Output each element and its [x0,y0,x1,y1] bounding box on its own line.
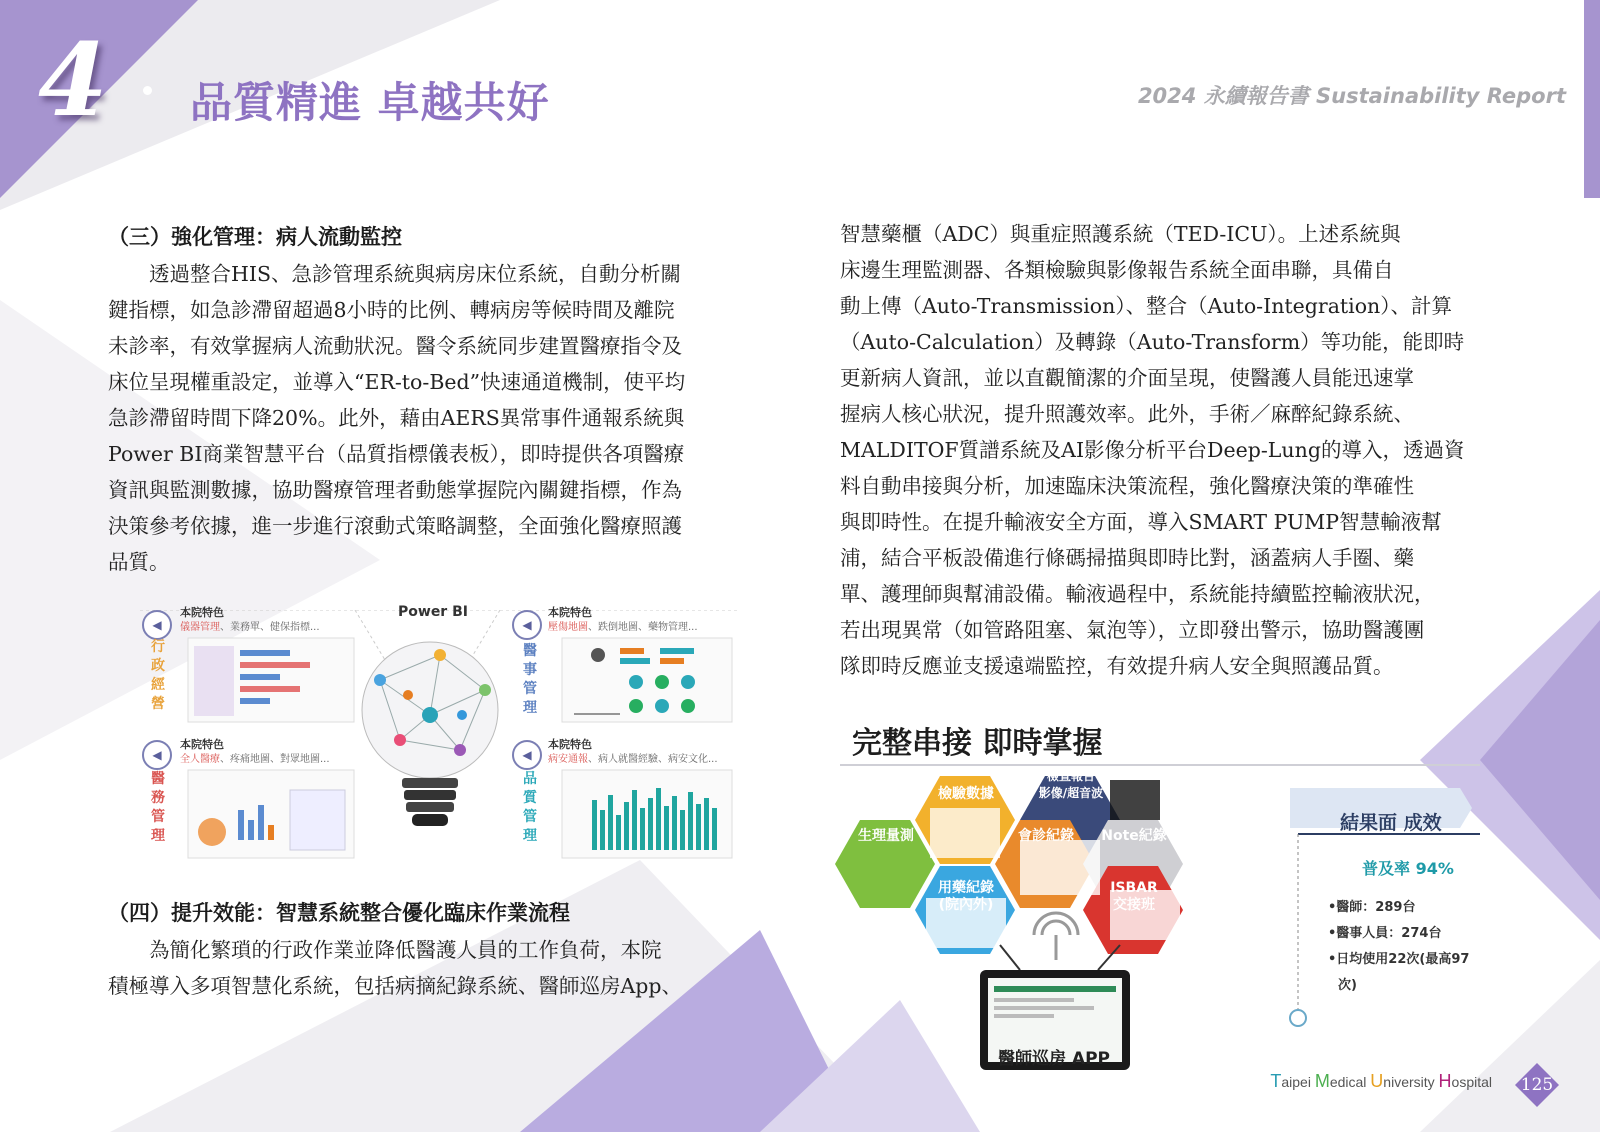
hex-label: 生理量測 [858,828,914,844]
megaphone-icon: ◀ [142,610,172,640]
logo-text: edical [1329,1074,1371,1090]
section3-body [108,256,760,580]
text-line: 決策參考依據，進一步進行滾動式策略調整，全面強化醫療照護 [108,514,682,538]
lightbulb-icon [362,642,498,826]
text-line: 智慧藥櫃（ADC）與重症照護系統（TED-ICU）。上述系統與 [840,222,1401,246]
panel-highlight: 儀器管理 [180,622,220,633]
page-number: 125 [1520,1075,1554,1095]
text-line: 更新病人資訊，並以直觀簡潔的介面呈現，使醫護人員能迅速掌 [840,366,1414,390]
hospital-name [1270,1071,1492,1092]
stat-line: •醫師：289台 [1328,900,1416,915]
text-line: 單、護理師與幫浦設備。輸液過程中，系統能持續監控輸液狀況， [840,582,1435,606]
integration-figure-title: 完整串接 即時掌握 [852,726,1103,761]
stat-line: •日均使用22次(最高97 [1328,952,1470,967]
text-line: 透過整合HIS、急診管理系統與病房床位系統，自動分析關 [108,262,682,286]
result-heading: 結果面 成效 [1340,812,1442,834]
hex-label: ISBAR 交接班 [1110,880,1158,913]
megaphone-icon: ◀ [512,740,542,770]
panel-subtitle [548,618,698,633]
hex-label: Note紀錄 [1101,828,1167,844]
panel-highlight: 病安通報 [548,754,588,765]
wireless-icon [1034,913,1078,960]
text-line: 隊即時反應並支援遠端監控，有效提升病人安全與照護品質。 [840,654,1394,678]
hex-label: 檢查報告 影像/超音波 [1038,769,1104,800]
text-line: 急診滯留時間下降20%。此外，藉由AERS異常事件通報系統與 [108,406,685,430]
logo-letter: U [1370,1071,1384,1091]
hex-label: 用藥紀錄 (院內外) [938,880,994,913]
panel-rest: 、業務單、健保指標... [220,622,320,633]
logo-text: aipei [1281,1074,1315,1090]
powerbi-figure [140,604,740,872]
text-line: 為簡化繁瑣的行政作業並降低醫護人員的工作負荷，本院 [108,938,662,962]
right-column-body [840,216,1496,684]
panel-rest: 、疼痛地圖、對眾地圖... [220,754,330,765]
text-line: 床邊生理監測器、各類檢驗與影像報告系統全面串聯，具備自 [840,258,1394,282]
text-line: 品質。 [108,550,170,574]
panel-title: 本院特色 [548,738,592,751]
panel-subtitle [180,750,330,765]
text-line: 未診率，有效掌握病人流動狀況。醫令系統同步建置醫療指令及 [108,334,682,358]
text-line: 浦，結合平板設備進行條碼掃描與即時比對，涵蓋病人手圈、藥 [840,546,1414,570]
panel-subtitle [180,618,320,633]
text-line: 與即時性。在提升輸液安全方面，導入SMART PUMP智慧輸液幫 [840,510,1442,534]
text-line: 資訊與監測數據，協助醫療管理者動態掌握院內關鍵指標，作為 [108,478,682,502]
logo-letter: M [1314,1071,1330,1091]
text-line: 積極導入多項智慧化系統，包括病摘紀錄系統、醫師巡房App、 [108,974,683,998]
panel-chart-admin [188,638,354,722]
text-line: Power BI商業智慧平台（品質指標儀表板），即時提供各項醫療 [108,442,685,466]
panel-rest: 、病人就醫經驗、病安文化... [588,754,718,765]
stat-line: 次) [1338,978,1357,993]
stethoscope-icon [1290,1010,1306,1026]
megaphone-icon: ◀ [512,610,542,640]
panel-title: 本院特色 [180,606,224,619]
panel-chart-quality [562,770,732,858]
stat-line: •醫事人員：274台 [1328,926,1442,941]
text-line: 握病人核心狀況，提升照護效率。此外，手術／麻醉紀錄系統、 [840,402,1414,426]
chapter-dot [143,86,152,95]
text-line: 鍵指標，如急診滯留超過8小時的比例、轉病房等候時間及離院 [108,298,675,322]
hex-label: 會診紀錄 [1018,828,1074,844]
text-line: MALDITOF質譜系統及AI影像分析平台Deep-Lung的導入，透過資 [840,438,1465,462]
right-edge-bar [1584,0,1600,198]
section4-body [108,932,760,1004]
app-label: 醫師巡房 APP [998,1049,1110,1069]
report-title: 2024 永續報告書 Sustainability Report [1137,84,1566,108]
logo-text: niversity [1383,1074,1439,1090]
panel-subtitle [548,750,718,765]
panel-chart-medical-affairs [562,638,732,722]
logo-letter: H [1438,1071,1452,1091]
section3-heading: （三）強化管理：病人流動監控 [108,224,402,249]
text-line: 動上傳（Auto-Transmission）、整合（Auto-Integration）、計算 [840,294,1453,318]
logo-text: ospital [1451,1074,1492,1090]
vertical-label-quality: 品質管理 [523,771,537,844]
panel-rest: 、跌倒地圖、藥物管理... [588,622,698,633]
hex-label: 檢驗數據 [938,786,994,802]
vertical-label-hospital: 醫務管理 [151,771,165,844]
megaphone-icon: ◀ [142,740,172,770]
panel-highlight: 全人醫療 [180,754,220,765]
powerbi-figure-graphics [140,610,740,872]
text-line: 床位呈現權重設定，並導入“ER-to-Bed”快速通道機制，使平均 [108,370,686,394]
adoption-rate: 普及率 94% [1362,859,1454,878]
panel-chart-hospital-affairs [188,770,354,858]
panel-highlight: 壓傷地圖 [548,622,588,633]
text-line: 料自動串接與分析，加速臨床決策流程，強化醫療決策的準確性 [840,474,1414,498]
vertical-label-admin: 行政經營 [151,639,165,712]
logo-letter: T [1270,1071,1282,1091]
chapter-title: 品質精進 卓越共好 [190,78,550,127]
text-line: 若出現異常（如管路阻塞、氣泡等），立即發出警示，協助醫護團 [840,618,1425,642]
powerbi-label: Power BI [398,604,468,620]
chapter-number: 4 [38,21,108,139]
panel-title: 本院特色 [548,606,592,619]
section4-heading: （四）提升效能：智慧系統整合優化臨床作業流程 [108,900,570,925]
vertical-label-medical: 醫事管理 [523,643,537,716]
text-line: （Auto-Calculation）及轉錄（Auto-Transform）等功能，能即時 [840,330,1465,354]
panel-title: 本院特色 [180,738,224,751]
